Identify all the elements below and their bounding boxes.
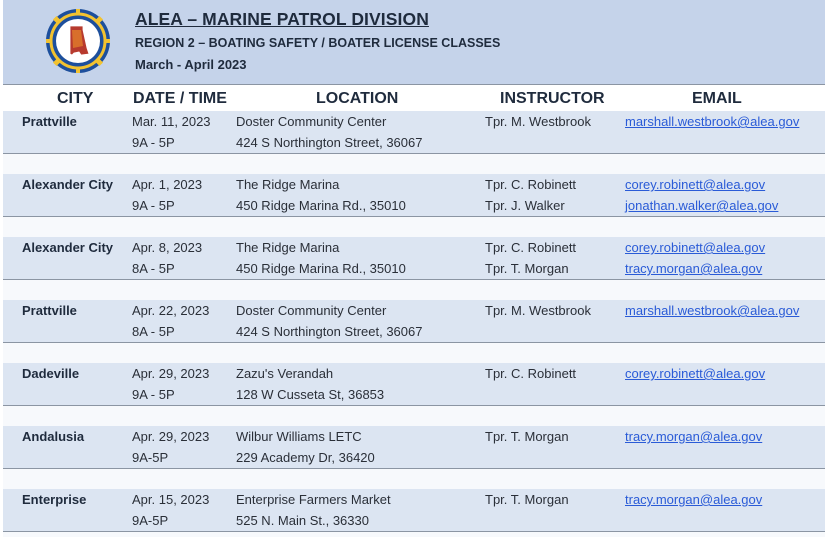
city-cell: Prattville [22,303,77,318]
date-cell: Mar. 11, 2023 [132,114,211,129]
instructor-cell-2: Tpr. T. Morgan [485,261,569,276]
row-spacer [3,406,825,427]
row-spacer [3,217,825,238]
column-header-city: CITY [57,90,94,107]
row-line-2 [3,510,825,532]
page-subtitle: REGION 2 – BOATING SAFETY / BOATER LICENSE CLASSES [135,36,501,50]
row-spacer [3,532,825,537]
location-name-cell: Zazu's Verandah [236,366,334,381]
email-link-2[interactable]: tracy.morgan@alea.gov [625,261,763,276]
column-header-instructor: INSTRUCTOR [500,90,605,107]
row-spacer [3,343,825,364]
table-row [3,363,825,426]
table-row [3,237,825,300]
location-address-cell: 525 N. Main St., 36330 [236,513,369,528]
time-cell: 9A - 5P [132,387,175,402]
table-row [3,111,825,174]
location-name-cell: Doster Community Center [236,303,387,318]
table-row [3,489,825,537]
location-name-cell: Wilbur Williams LETC [236,429,362,444]
location-name-cell: Enterprise Farmers Market [236,492,391,507]
instructor-cell: Tpr. C. Robinett [485,366,577,381]
time-cell: 8A - 5P [132,324,175,339]
column-header-datetime: DATE / TIME [133,90,227,107]
alea-seal-logo [45,8,111,74]
instructor-cell: Tpr. M. Westbrook [485,114,591,129]
time-cell: 9A-5P [132,450,169,465]
location-address-cell: 450 Ridge Marina Rd., 35010 [236,198,406,213]
page-title: ALEA – MARINE PATROL DIVISION [135,9,429,29]
table-row [3,300,825,363]
date-cell: Apr. 1, 2023 [132,177,203,192]
city-cell: Dadeville [22,366,80,381]
email-link[interactable]: tracy.morgan@alea.gov [625,429,763,444]
email-link-2[interactable]: jonathan.walker@alea.gov [625,198,779,213]
location-address-cell: 424 S Northington Street, 36067 [236,135,423,150]
location-address-cell: 424 S Northington Street, 36067 [236,324,423,339]
email-link[interactable]: marshall.westbrook@alea.gov [625,114,800,129]
table-header [3,84,825,112]
row-spacer [3,469,825,490]
row-line-2 [3,384,825,406]
email-link[interactable]: corey.robinett@alea.gov [625,240,766,255]
row-spacer [3,280,825,301]
instructor-cell-2: Tpr. J. Walker [485,198,565,213]
column-header-email: EMAIL [692,90,742,107]
time-cell: 9A - 5P [132,198,175,213]
city-cell: Prattville [22,114,77,129]
time-cell: 9A-5P [132,513,169,528]
time-cell: 9A - 5P [132,135,175,150]
instructor-cell: Tpr. T. Morgan [485,429,569,444]
row-spacer [3,154,825,175]
instructor-cell: Tpr. C. Robinett [485,177,577,192]
location-name-cell: The Ridge Marina [236,240,340,255]
email-link[interactable]: corey.robinett@alea.gov [625,177,766,192]
city-cell: Andalusia [22,429,85,444]
table-row [3,426,825,489]
email-link[interactable]: corey.robinett@alea.gov [625,366,766,381]
instructor-cell: Tpr. T. Morgan [485,492,569,507]
instructor-cell: Tpr. M. Westbrook [485,303,591,318]
email-link[interactable]: marshall.westbrook@alea.gov [625,303,800,318]
email-link[interactable]: tracy.morgan@alea.gov [625,492,763,507]
table-row [3,174,825,237]
city-cell: Enterprise [22,492,87,507]
location-address-cell: 128 W Cusseta St, 36853 [236,387,385,402]
location-address-cell: 229 Academy Dr, 36420 [236,450,375,465]
class-table-body [3,111,825,537]
date-cell: Apr. 22, 2023 [132,303,210,318]
date-cell: Apr. 15, 2023 [132,492,210,507]
row-line-2 [3,447,825,469]
date-cell: Apr. 29, 2023 [132,429,210,444]
location-name-cell: Doster Community Center [236,114,387,129]
date-cell: Apr. 29, 2023 [132,366,210,381]
location-address-cell: 450 Ridge Marina Rd., 35010 [236,261,406,276]
date-cell: Apr. 8, 2023 [132,240,203,255]
city-cell: Alexander City [22,240,114,255]
city-cell: Alexander City [22,177,114,192]
header-banner [3,0,825,84]
instructor-cell: Tpr. C. Robinett [485,240,577,255]
location-name-cell: The Ridge Marina [236,177,340,192]
column-header-location: LOCATION [316,90,399,107]
date-range: March - April 2023 [135,57,247,72]
time-cell: 8A - 5P [132,261,175,276]
